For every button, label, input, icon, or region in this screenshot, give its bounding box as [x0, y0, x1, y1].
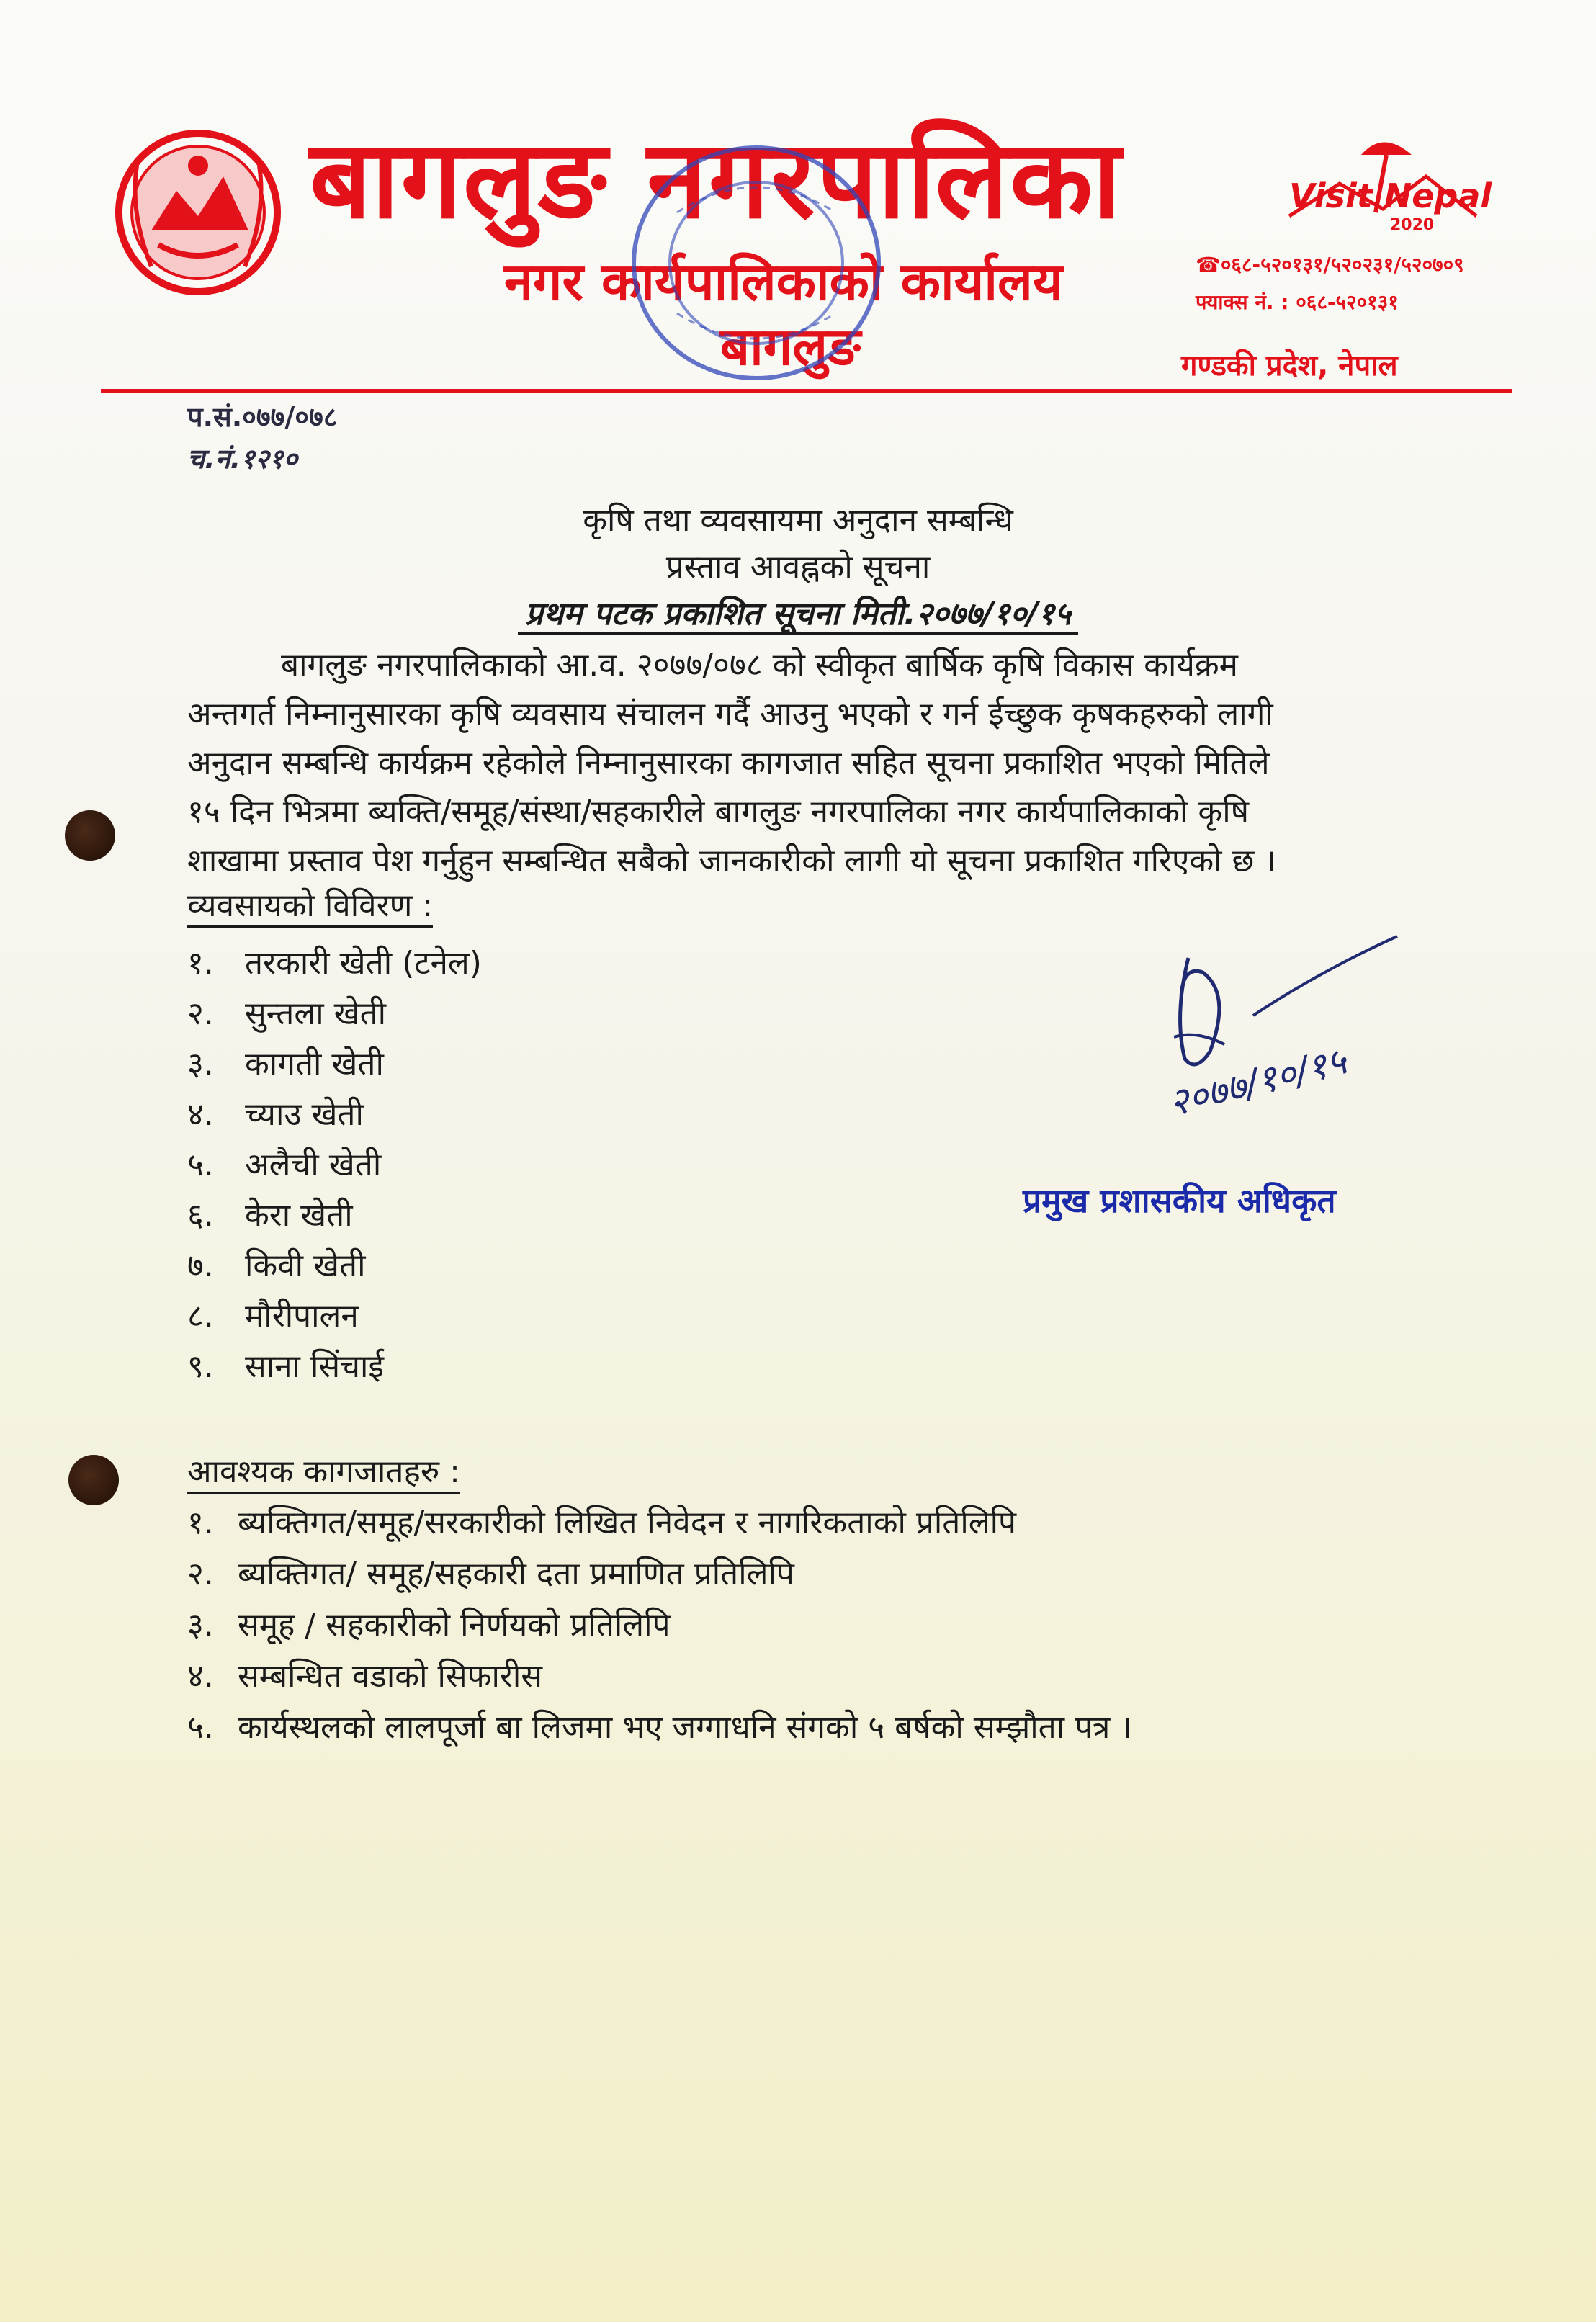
visit-nepal-year: 2020	[1390, 216, 1435, 234]
documents-list	[187, 1500, 1132, 1755]
body-line: अन्तगर्त निम्नानुसारका कृषि व्यवसाय संचालन गर्दै आउनु भएको र गर्न ईच्छुक कृषकहरुको लागी	[187, 696, 1273, 732]
body-line: शाखामा प्रस्ताव पेश गर्नुहुन सम्बन्धित सबैको जानकारीको लागी यो सूचना प्रकाशित गरिएको छ ।	[187, 843, 1277, 879]
province-address: गण्डकी प्रदेश, नेपाल	[1181, 349, 1398, 382]
business-list	[187, 940, 482, 1394]
letter-number: प.सं.०७७/०७८	[187, 401, 338, 433]
list-item: ७. किवी खेती	[187, 1247, 366, 1284]
list-item: ४. च्याउ खेती	[187, 1096, 364, 1133]
list-item: ५. अलैची खेती	[187, 1147, 382, 1183]
fax-number: फ्याक्स नं. : ०६८-५२०१३१	[1196, 290, 1399, 314]
dispatch-number: च.नं.१२१०	[187, 443, 298, 475]
punch-hole	[68, 1455, 119, 1505]
officer-title: प्रमुख प्रशासकीय अधिकृत	[1023, 1181, 1336, 1220]
list-item: ५. कार्यस्थलको लालपूर्जा बा लिजमा भए जग्गाधनि संगको ५ बर्षको सम्झौता पत्र ।	[187, 1709, 1133, 1746]
header-divider	[101, 389, 1512, 393]
phone-numbers: ☎०६८-५२०१३१/५२०२३१/५२०७०९	[1196, 253, 1464, 277]
business-section-title: व्यवसायको विविरण :	[187, 887, 433, 928]
notice-body	[187, 641, 1412, 886]
heading-line-2: प्रस्ताव आवह्नको सूचना	[665, 549, 931, 586]
official-stamp-icon	[619, 133, 893, 393]
office-place: बागलुङ	[720, 316, 861, 377]
list-item: ८. मौरीपालन	[187, 1298, 359, 1335]
list-item: १. तरकारी खेती (टनेल)	[187, 945, 482, 982]
list-item: ३. समूह / सहकारीको निर्णयको प्रतिलिपि	[187, 1607, 671, 1644]
body-line: बागलुङ नगरपालिकाको आ.व. २०७७/०७८ को स्वीकृत बार्षिक कृषि विकास कार्यक्रम	[281, 647, 1238, 683]
list-item: ९. साना सिंचाई	[187, 1348, 385, 1385]
handwritten-date: २०७७/१०/१५	[1165, 1039, 1351, 1126]
heading-publish-date	[0, 591, 1596, 634]
nepal-emblem-icon	[108, 122, 288, 302]
heading-line-1: कृषि तथा व्यवसायमा अनुदान सम्बन्धि	[583, 502, 1013, 539]
body-line: अनुदान सम्बन्धि कार्यक्रम रहेकोले निम्नानुसारका कागजात सहित सूचना प्रकाशित भएको मितिले	[187, 745, 1270, 781]
body-line: १५ दिन भित्रमा ब्यक्ति/समूह/संस्था/सहकारीले बागलुङ नगरपालिका नगर कार्यपालिकाको कृषि	[187, 794, 1250, 830]
list-item: ३. कागती खेती	[187, 1046, 384, 1082]
documents-section-title: आवश्यक कागजातहरु :	[187, 1453, 460, 1494]
publish-date-text: प्रथम पटक प्रकाशित सूचना मिती.२०७७/१०/१५	[518, 596, 1078, 635]
list-item: २. ब्यक्तिगत/ समूह/सहकारी दता प्रमाणित प्रतिलिपि	[187, 1556, 794, 1592]
office-name: नगर कार्यपालिकाको कार्यालय	[504, 251, 1063, 312]
list-item: ४. सम्बन्धित वडाको सिफारीस	[187, 1658, 543, 1695]
visit-nepal-text: Visit Nepal	[1289, 176, 1492, 215]
punch-hole	[65, 810, 115, 861]
list-item: १. ब्यक्तिगत/समूह/सरकारीको लिखित निवेदन र नागरिकताको प्रतिलिपि	[187, 1505, 1016, 1541]
municipality-name: बागलुङ नगरपालिका	[310, 117, 1123, 243]
list-item: २. सुन्तला खेती	[187, 995, 387, 1032]
list-item: ६. केरा खेती	[187, 1197, 353, 1234]
